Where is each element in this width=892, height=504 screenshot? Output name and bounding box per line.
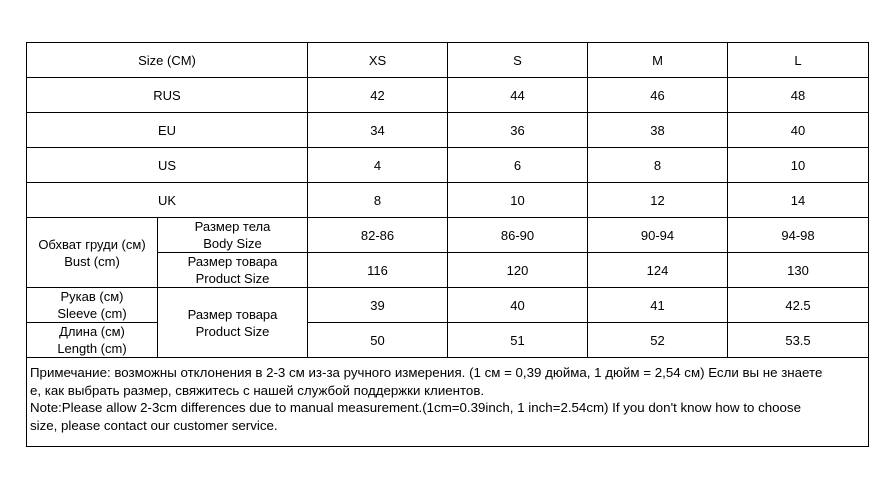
- sleeve-label: [27, 288, 158, 323]
- table-row-rus: [27, 78, 869, 113]
- header-xs: XS: [308, 43, 448, 78]
- table-cell: 40: [728, 113, 869, 148]
- row-label: UK: [27, 183, 308, 218]
- header-l: L: [728, 43, 869, 78]
- table-cell: 34: [308, 113, 448, 148]
- header-size-label: Size (CM): [27, 43, 308, 78]
- table-cell: 50: [308, 323, 448, 358]
- table-cell: 130: [728, 253, 869, 288]
- table-cell: 52: [588, 323, 728, 358]
- garment-product-size-label: [158, 288, 308, 358]
- note-ru-line-1: Примечание: возможны отклонения в 2-3 см из-за ручного измерения. (1 см = 0,39 дюйма, 1 дюйм = 2,54 см) Если вы не знаете: [30, 365, 823, 380]
- garment-product-size-label-ru: Размер товара: [187, 306, 278, 322]
- size-chart-table: [26, 42, 869, 447]
- table-row-note: [27, 358, 869, 447]
- product-size-label: [158, 253, 308, 288]
- table-cell: 86-90: [448, 218, 588, 253]
- table-cell: 41: [588, 288, 728, 323]
- table-cell: 6: [448, 148, 588, 183]
- table-cell: 38: [588, 113, 728, 148]
- table-cell: 36: [448, 113, 588, 148]
- sleeve-label-ru: Рукав (см): [60, 289, 124, 304]
- table-cell: 51: [448, 323, 588, 358]
- note-en-line-1: Note:Please allow 2-3cm differences due to manual measurement.(1cm=0.39inch, 1 inch=2.54cm) If you don't know how to choose: [30, 400, 801, 415]
- table-cell: 42: [308, 78, 448, 113]
- note-ru-line-2: е, как выбрать размер, свяжитесь с нашей службой поддержки клиентов.: [30, 382, 485, 398]
- table-cell: 48: [728, 78, 869, 113]
- row-label: RUS: [27, 78, 308, 113]
- garment-product-size-label-en: Product Size: [195, 323, 270, 339]
- table-row-bust-body: [27, 218, 869, 253]
- length-label: [27, 323, 158, 358]
- measurement-note: [27, 358, 869, 447]
- table-cell: 116: [308, 253, 448, 288]
- table-cell: 10: [448, 183, 588, 218]
- product-size-label-ru: Размер товара: [187, 254, 278, 269]
- table-cell: 40: [448, 288, 588, 323]
- table-cell: 53.5: [728, 323, 869, 358]
- bust-label-ru: Обхват груди (см): [38, 236, 146, 252]
- bust-label-en: Bust (cm): [64, 253, 120, 269]
- table-cell: 8: [308, 183, 448, 218]
- table-row-us: [27, 148, 869, 183]
- product-size-label-en: Product Size: [195, 271, 270, 286]
- table-cell: 46: [588, 78, 728, 113]
- table-cell: 4: [308, 148, 448, 183]
- table-cell: 120: [448, 253, 588, 288]
- table-row-uk: [27, 183, 869, 218]
- header-row: [27, 43, 869, 78]
- table-cell: 10: [728, 148, 869, 183]
- sleeve-label-en: Sleeve (cm): [57, 306, 127, 321]
- row-label: EU: [27, 113, 308, 148]
- table-cell: 124: [588, 253, 728, 288]
- table-cell: 8: [588, 148, 728, 183]
- table-row-eu: [27, 113, 869, 148]
- length-label-ru: Длина (см): [59, 324, 125, 339]
- body-size-label-ru: Размер тела: [194, 219, 271, 234]
- table-cell: 82-86: [308, 218, 448, 253]
- table-row-sleeve: [27, 288, 869, 323]
- table-cell: 14: [728, 183, 869, 218]
- header-s: S: [448, 43, 588, 78]
- length-label-en: Length (cm): [57, 341, 127, 356]
- table-cell: 44: [448, 78, 588, 113]
- table-cell: 90-94: [588, 218, 728, 253]
- row-label: US: [27, 148, 308, 183]
- table-cell: 42.5: [728, 288, 869, 323]
- table-cell: 12: [588, 183, 728, 218]
- table-cell: 94-98: [728, 218, 869, 253]
- header-m: M: [588, 43, 728, 78]
- table-row-length: [27, 323, 869, 358]
- body-size-label-en: Body Size: [203, 236, 262, 251]
- table-cell: 39: [308, 288, 448, 323]
- bust-label: [27, 218, 158, 288]
- body-size-label: [158, 218, 308, 253]
- note-en-line-2: size, please contact our customer service.: [30, 417, 278, 433]
